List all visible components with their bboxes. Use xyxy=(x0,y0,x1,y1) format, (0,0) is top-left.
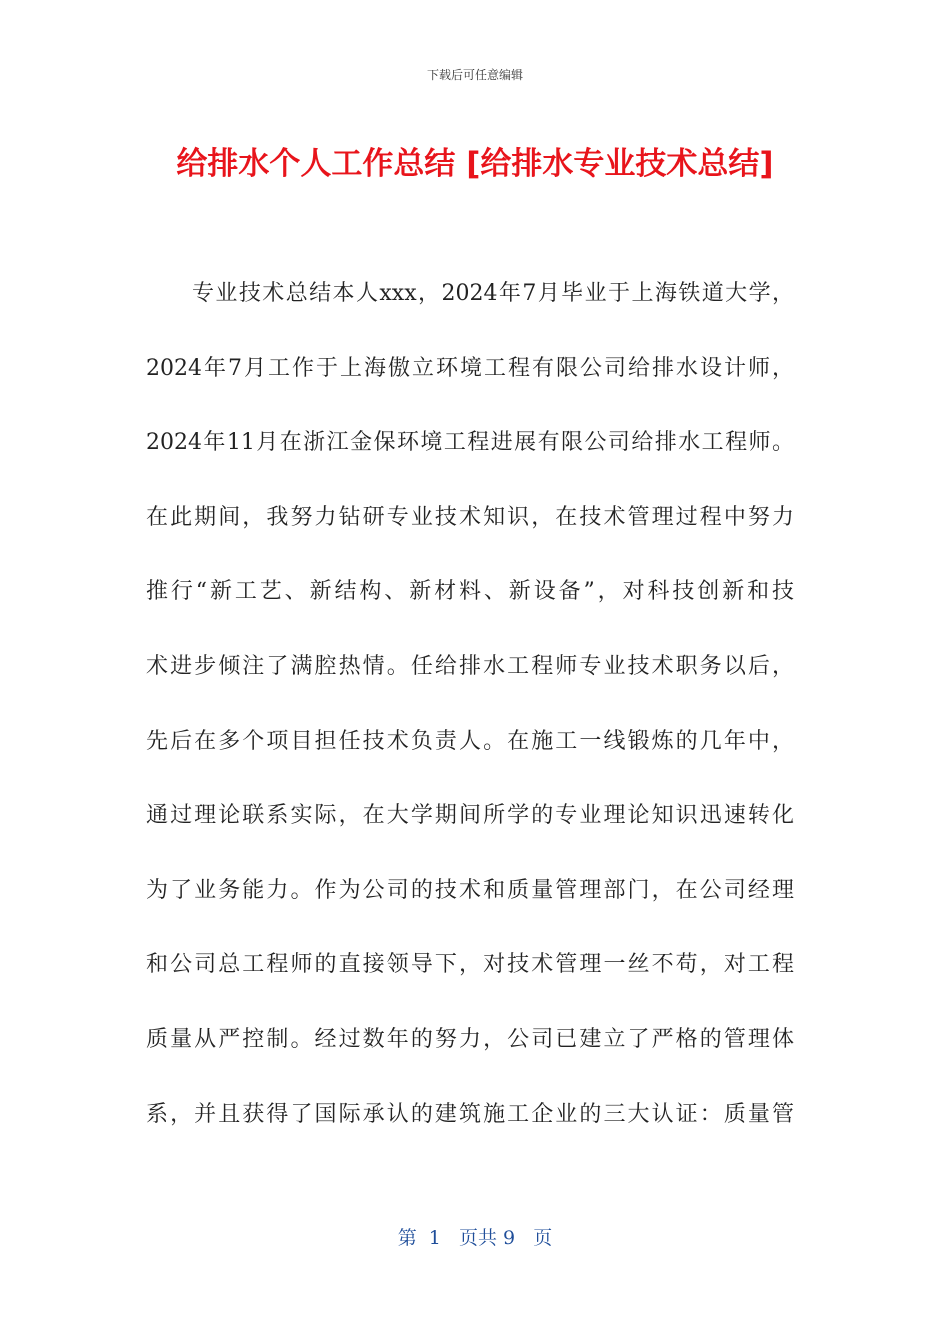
download-note: 下载后可任意编辑 xyxy=(426,68,523,82)
body-line: 系，并且获得了国际承认的建筑施工企业的三大认证：质量管 xyxy=(146,1101,794,1127)
page-number: 第 1 页共 9 页 xyxy=(397,1227,553,1249)
document-body xyxy=(146,270,794,1165)
body-line: 先后在多个项目担任技术负责人。在施工一线锻炼的几年中， xyxy=(146,728,794,754)
document-title: 给排水个人工作总结 [给排水专业技术总结] xyxy=(176,146,774,182)
body-line: 在此期间，我努力钻研专业技术知识，在技术管理过程中努力 xyxy=(146,504,794,530)
body-line: 推行“新工艺、新结构、新材料、新设备”，对科技创新和技 xyxy=(146,579,794,605)
body-line: 通过理论联系实际，在大学期间所学的专业理论知识迅速转化 xyxy=(146,803,794,829)
body-line: 2024年11月在浙江金保环境工程进展有限公司给排水工程师。 xyxy=(146,430,794,456)
body-line: 质量从严控制。经过数年的努力，公司已建立了严格的管理体 xyxy=(146,1026,794,1052)
body-line: 为了业务能力。作为公司的技术和质量管理部门，在公司经理 xyxy=(146,877,794,903)
body-line: 2024年7月工作于上海傲立环境工程有限公司给排水设计师， xyxy=(146,355,794,381)
body-line: 术进步倾注了满腔热情。任给排水工程师专业技术职务以后， xyxy=(146,653,794,679)
body-line: 和公司总工程师的直接领导下，对技术管理一丝不苟，对工程 xyxy=(146,952,794,978)
body-line: 专业技术总结本人xxx，2024年7月毕业于上海铁道大学， xyxy=(192,281,794,306)
